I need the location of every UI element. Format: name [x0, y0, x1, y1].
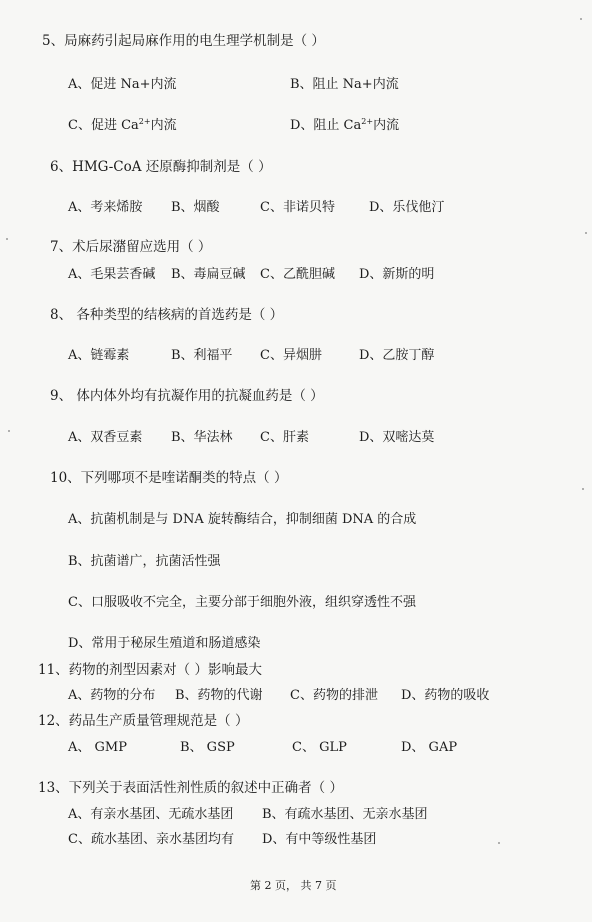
question-11-option-d: D、药物的吸收	[401, 688, 490, 703]
question-5-option-d: D、阻止 $Ca^{2+}$内流	[290, 117, 400, 133]
question-11-stem: 11、药物的剂型因素对（ ）影响最大	[38, 662, 262, 678]
question-7-option-c: C、乙酰胆碱	[260, 267, 335, 282]
question-5-option-b: B、阻止 Na+内流	[290, 77, 399, 92]
question-6-option-c: C、非诺贝特	[260, 200, 335, 215]
question-7-option-a: A、毛果芸香碱	[68, 267, 156, 282]
question-9-option-d: D、双嘧达莫	[359, 430, 435, 445]
scan-speck	[498, 842, 500, 844]
question-11-option-c: C、药物的排泄	[290, 688, 378, 703]
scan-speck	[582, 488, 584, 490]
page-number-footer: 第 2 页， 共 7 页	[250, 879, 337, 892]
question-10-stem: 10、下列哪项不是喹诺酮类的特点（ ）	[50, 470, 288, 486]
scan-speck	[580, 18, 582, 20]
question-13-stem: 13、下列关于表面活性剂性质的叙述中正确者（ ）	[38, 780, 343, 796]
question-7-option-b: B、毒扁豆碱	[171, 267, 246, 282]
question-7-option-d: D、新斯的明	[359, 267, 435, 282]
question-6-option-b: B、烟酸	[171, 200, 220, 215]
question-12-option-d: D、 GAP	[401, 740, 458, 755]
scan-speck	[585, 232, 587, 234]
question-8-option-c: C、异烟肼	[260, 348, 322, 363]
question-6-option-a: A、考来烯胺	[68, 200, 143, 215]
question-7-stem: 7、术后尿潴留应选用（ ）	[50, 239, 212, 255]
question-5-option-a: A、促进 Na+内流	[68, 77, 177, 92]
question-5-stem: 5、局麻药引起局麻作用的电生理学机制是（ ）	[42, 33, 325, 49]
question-10-option-d: D、常用于秘尿生殖道和肠道感染	[68, 636, 261, 651]
question-9-option-a: A、双香豆素	[68, 430, 143, 445]
question-9-option-b: B、华法林	[171, 430, 233, 445]
question-13-option-d: D、有中等级性基团	[262, 832, 377, 847]
question-12-stem: 12、药品生产质量管理规范是（ ）	[38, 713, 249, 729]
question-8-stem: 8、 各种类型的结核病的首选药是（ ）	[50, 307, 284, 323]
question-9-option-c: C、肝素	[260, 430, 309, 445]
question-12-option-b: B、 GSP	[180, 740, 235, 755]
question-10-option-b: B、抗菌谱广，抗菌活性强	[68, 554, 221, 569]
question-10-option-c: C、口服吸收不完全，主要分部于细胞外液，组织穿透性不强	[68, 595, 416, 610]
question-13-option-c: C、疏水基团、亲水基团均有	[68, 832, 234, 847]
scan-speck	[8, 430, 10, 432]
question-11-option-a: A、药物的分布	[68, 688, 156, 703]
question-5-option-c: C、促进 $Ca^{2+}$内流	[68, 117, 177, 133]
question-8-option-a: A、链霉素	[68, 348, 130, 363]
question-6-stem: 6、HMG-CoA 还原酶抑制剂是（ ）	[50, 159, 272, 175]
question-8-option-b: B、利福平	[171, 348, 233, 363]
question-6-option-d: D、乐伐他汀	[369, 200, 445, 215]
question-12-option-a: A、 GMP	[68, 740, 127, 755]
question-13-option-a: A、有亲水基团、无疏水基团	[68, 807, 234, 822]
question-8-option-d: D、乙胺丁醇	[359, 348, 435, 363]
question-9-stem: 9、 体内体外均有抗凝作用的抗凝血药是（ ）	[50, 388, 324, 404]
scan-speck	[6, 238, 8, 240]
question-11-option-b: B、药物的代谢	[175, 688, 263, 703]
question-13-option-b: B、有疏水基团、无亲水基团	[262, 807, 428, 822]
question-10-option-a: A、抗菌机制是与 DNA 旋转酶结合，抑制细菌 DNA 的合成	[68, 512, 417, 527]
question-12-option-c: C、 GLP	[292, 740, 347, 755]
